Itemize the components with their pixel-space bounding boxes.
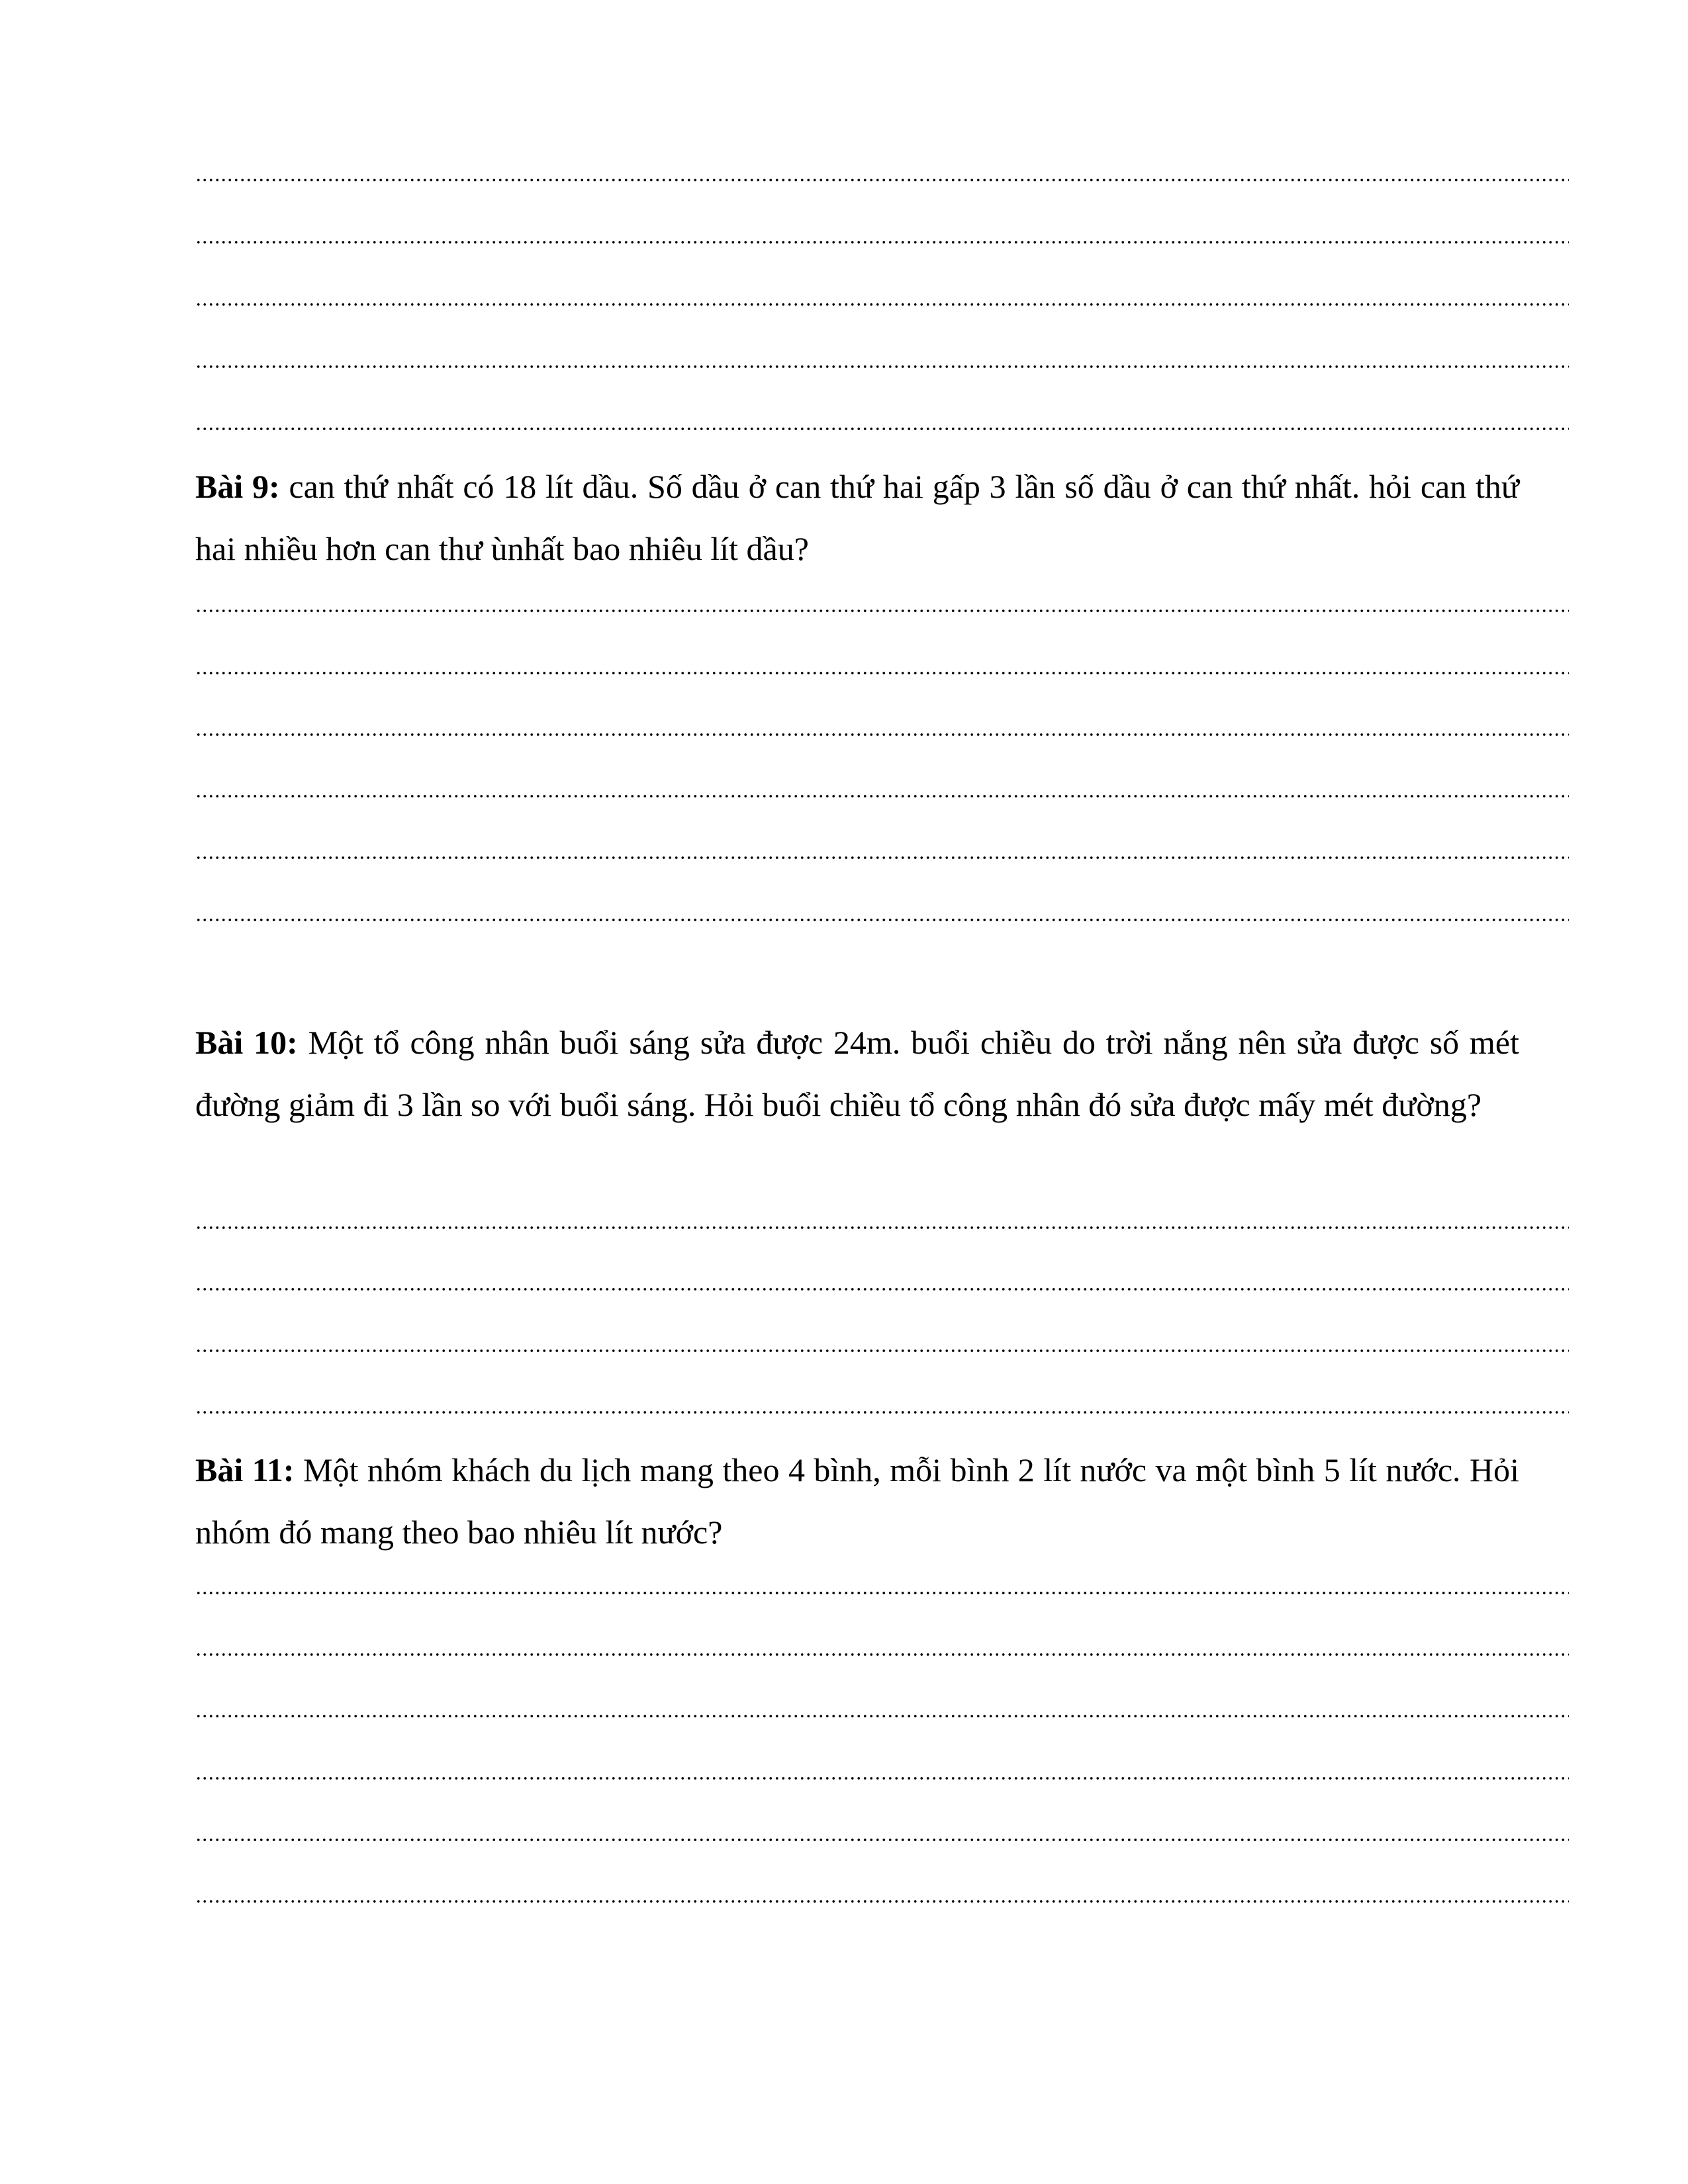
answer-line [195,856,1569,860]
answer-line [195,1287,1569,1291]
answer-line [195,1653,1569,1657]
answer-line [195,1410,1569,1414]
answer-line [195,918,1569,922]
problem-11-label: Bài 11: [195,1451,295,1488]
problem-10 [195,1011,1519,1136]
problem-9-label: Bài 9: [195,468,280,505]
answer-line [195,1899,1569,1903]
answer-line [195,365,1569,369]
answer-line [195,1226,1569,1230]
answer-line [195,1349,1569,1353]
problem-11 [195,1439,1519,1563]
problem-11-text: Một nhóm khách du lịch mang theo 4 bình, mỗi bình 2 lít nước va một bình 5 lít nước. Hỏi nhóm đó mang theo bao nhiêu lít nước? [195,1451,1519,1551]
problem-10-text: Một tổ công nhân buổi sáng sửa được 24m. buổi chiều do trời nắng nên sửa được số mét đường giảm đi 3 lần so với buổi sáng. Hỏi buổi chiều tổ công nhân đó sửa được mấy mét đường? [195,1024,1519,1123]
answer-line [195,1776,1569,1780]
answer-line [195,1838,1569,1842]
problem-9-text: can thứ nhất có 18 lít dầu. Số dầu ở can thứ hai gấp 3 lần số dầu ở can thứ nhất. hỏi can thứ hai nhiều hơn can thư ùnhất bao nhiêu lít dầu? [195,468,1519,567]
answer-line [195,671,1569,675]
answer-line [195,302,1569,306]
answer-line [195,609,1569,613]
answer-line [195,1591,1569,1595]
answer-line [195,240,1569,244]
problem-10-label: Bài 10: [195,1024,298,1061]
answer-line [195,733,1569,737]
answer-line [195,794,1569,798]
problem-9 [195,455,1519,580]
answer-line [195,178,1569,182]
answer-line [195,427,1569,431]
answer-line [195,1714,1569,1718]
